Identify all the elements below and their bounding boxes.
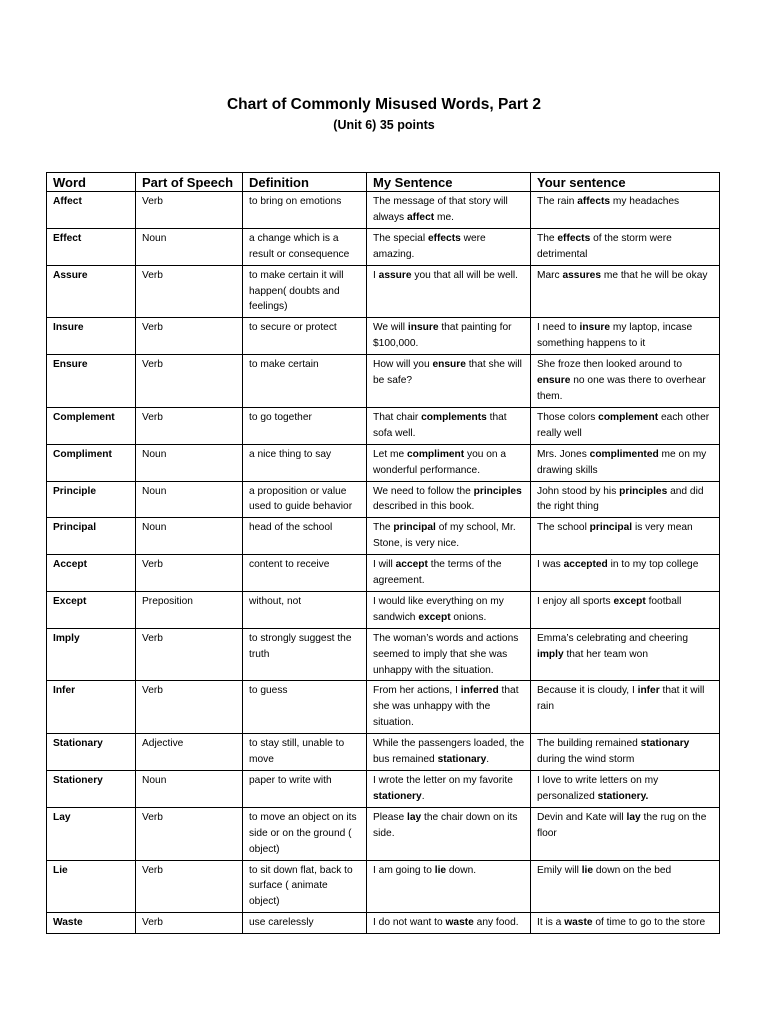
sentence-text: The special (373, 232, 428, 244)
my-sentence-cell (367, 913, 531, 934)
word-cell: Except (47, 591, 136, 628)
sentence-text: you on a wonderful performance. (373, 448, 507, 476)
highlighted-word: except (418, 611, 451, 623)
word-cell: Stationary (47, 734, 136, 771)
definition-cell: to move an object on its side or on the ground ( object) (243, 807, 367, 860)
sentence-text: We need to follow the (373, 485, 474, 497)
highlighted-word: waste (445, 917, 474, 929)
table-row (47, 681, 720, 734)
page-subtitle: (Unit 6) 35 points (333, 118, 435, 132)
part-of-speech-cell: Verb (136, 555, 243, 592)
sentence-text: were amazing. (373, 232, 486, 260)
word-cell: Infer (47, 681, 136, 734)
highlighted-word: complements (421, 411, 487, 423)
sentence-text: The (373, 522, 394, 534)
my-sentence-cell (367, 771, 531, 808)
word-cell: Principle (47, 481, 136, 518)
my-sentence-cell (367, 807, 531, 860)
my-sentence-cell (367, 555, 531, 592)
sentence-text: The woman’s words and actions seemed to imply that she was unhappy with the situation. (373, 632, 519, 676)
part-of-speech-cell: Verb (136, 265, 243, 318)
word-cell: Principal (47, 518, 136, 555)
highlighted-word: compliment (406, 448, 465, 460)
misused-words-table (46, 172, 720, 934)
table-body (47, 192, 720, 934)
word-cell: Accept (47, 555, 136, 592)
sentence-text: of the storm were detrimental (537, 232, 672, 260)
definition-cell: to secure or protect (243, 318, 367, 355)
sentence-text: me. (434, 211, 454, 223)
your-sentence-cell (531, 591, 720, 628)
part-of-speech-cell: Preposition (136, 591, 243, 628)
sentence-text: the rug on the floor (537, 811, 707, 839)
highlighted-word: complement (598, 411, 659, 423)
sentence-text: Marc (537, 269, 563, 281)
sentence-text: . (421, 790, 425, 802)
sentence-text: That chair (373, 411, 422, 423)
your-sentence-cell (531, 228, 720, 265)
part-of-speech-cell: Noun (136, 444, 243, 481)
highlighted-word: imply (537, 648, 564, 660)
sentence-text: The school (537, 522, 590, 534)
word-cell: Lie (47, 860, 136, 913)
definition-cell: paper to write with (243, 771, 367, 808)
highlighted-word: assures (562, 269, 601, 281)
table-row (47, 860, 720, 913)
sentence-text: that it will rain (537, 685, 705, 713)
your-sentence-cell (531, 734, 720, 771)
my-sentence-cell (367, 318, 531, 355)
my-sentence-cell (367, 518, 531, 555)
header-word: Word (47, 173, 136, 192)
your-sentence-cell (531, 518, 720, 555)
your-sentence-cell (531, 555, 720, 592)
your-sentence-cell (531, 681, 720, 734)
table-row (47, 444, 720, 481)
part-of-speech-cell: Noun (136, 518, 243, 555)
sentence-text: Because it is cloudy, I (537, 685, 638, 697)
definition-cell: head of the school (243, 518, 367, 555)
sentence-text: is very mean (632, 522, 693, 534)
highlighted-word: effects (557, 232, 591, 244)
highlighted-word: effects (427, 232, 461, 244)
highlighted-word: stationery. (597, 790, 649, 802)
my-sentence-cell (367, 407, 531, 444)
highlighted-word: insure (407, 322, 439, 334)
sentence-text: that painting for $100,000. (373, 322, 512, 350)
sentence-text: While the passengers loaded, the bus remained (373, 738, 525, 766)
sentence-text: Let me (373, 448, 407, 460)
word-cell: Affect (47, 192, 136, 229)
sentence-text: any food. (473, 917, 519, 929)
sentence-text: I love to write letters on my personalized (537, 775, 659, 802)
sentence-text: I need to (537, 322, 580, 334)
sentence-text: I (373, 269, 379, 281)
highlighted-word: infer (637, 685, 660, 697)
part-of-speech-cell: Verb (136, 355, 243, 408)
part-of-speech-cell: Noun (136, 228, 243, 265)
part-of-speech-cell: Verb (136, 628, 243, 681)
sentence-text: I wrote the letter on my favorite (373, 775, 513, 786)
table-row (47, 628, 720, 681)
sentence-text: John stood by his (537, 485, 620, 497)
sentence-text: From her actions, I (373, 685, 461, 697)
highlighted-word: affect (406, 211, 435, 223)
definition-cell: a nice thing to say (243, 444, 367, 481)
highlighted-word: except (613, 595, 646, 607)
highlighted-word: principal (393, 522, 436, 534)
sentence-text: The rain (537, 196, 578, 207)
sentence-text: during the wind storm (537, 754, 635, 766)
your-sentence-cell (531, 265, 720, 318)
highlighted-word: lay (406, 811, 422, 823)
sentence-text: me on my drawing skills (537, 448, 707, 476)
definition-cell: to make certain it will happen( doubts and feelings) (243, 265, 367, 318)
part-of-speech-cell: Noun (136, 481, 243, 518)
my-sentence-cell (367, 734, 531, 771)
highlighted-word: accept (395, 559, 428, 571)
highlighted-word: ensure (432, 359, 466, 371)
table-row (47, 407, 720, 444)
sentence-text: The message of that story will always (373, 196, 508, 223)
sentence-text: It is a (537, 917, 565, 929)
definition-cell: to strongly suggest the truth (243, 628, 367, 681)
header-my-sentence: My Sentence (367, 173, 531, 192)
definition-cell: to make certain (243, 355, 367, 408)
table-row (47, 228, 720, 265)
my-sentence-cell (367, 265, 531, 318)
sentence-text: The (537, 232, 558, 244)
definition-cell: to sit down flat, back to surface ( animate object) (243, 860, 367, 913)
word-cell: Lay (47, 807, 136, 860)
definition-cell: content to receive (243, 555, 367, 592)
your-sentence-cell (531, 771, 720, 808)
sentence-text: my headaches (610, 196, 680, 207)
table-row (47, 771, 720, 808)
word-cell: Insure (47, 318, 136, 355)
sentence-text: I was (537, 559, 564, 571)
highlighted-word: ensure (537, 375, 571, 387)
sentence-text: Mrs. Jones (537, 448, 590, 460)
header-your-sentence: Your sentence (531, 173, 720, 192)
sentence-text: that sofa well. (373, 411, 507, 439)
highlighted-word: lie (581, 864, 594, 876)
word-cell: Complement (47, 407, 136, 444)
word-cell: Compliment (47, 444, 136, 481)
part-of-speech-cell: Adjective (136, 734, 243, 771)
highlighted-word: assure (378, 269, 412, 281)
my-sentence-cell (367, 481, 531, 518)
highlighted-word: accepted (563, 559, 608, 571)
sentence-text: that she was unhappy with the situation. (373, 685, 519, 729)
table-header-row (47, 173, 720, 192)
my-sentence-cell (367, 192, 531, 229)
part-of-speech-cell: Verb (136, 318, 243, 355)
sentence-text: in to my top college (607, 559, 699, 571)
sentence-text: How will you (373, 359, 433, 371)
word-cell: Waste (47, 913, 136, 934)
highlighted-word: principles (619, 485, 668, 497)
sentence-text: down. (446, 864, 477, 876)
word-cell: Ensure (47, 355, 136, 408)
sentence-text: Emily will (537, 864, 582, 876)
part-of-speech-cell: Noun (136, 771, 243, 808)
definition-cell: to bring on emotions (243, 192, 367, 229)
sentence-text: and did the right thing (537, 485, 704, 513)
your-sentence-cell (531, 444, 720, 481)
sentence-text: I am going to (373, 864, 435, 876)
definition-cell: to guess (243, 681, 367, 734)
my-sentence-cell (367, 591, 531, 628)
page-title: Chart of Commonly Misused Words, Part 2 (226, 96, 542, 113)
your-sentence-cell (531, 481, 720, 518)
part-of-speech-cell: Verb (136, 860, 243, 913)
table-row (47, 318, 720, 355)
definition-cell: to stay still, unable to move (243, 734, 367, 771)
your-sentence-cell (531, 860, 720, 913)
part-of-speech-cell: Verb (136, 807, 243, 860)
sentence-text: I do not want to (373, 917, 446, 929)
highlighted-word: lay (626, 811, 641, 823)
highlighted-word: stationary (437, 754, 487, 766)
highlighted-word: stationary (640, 738, 690, 750)
sentence-text: of time to go to the store (592, 917, 706, 929)
highlighted-word: principles (473, 485, 522, 497)
sentence-text: I would like everything on my sandwich (373, 595, 504, 623)
sentence-text: I enjoy all sports (537, 595, 614, 607)
definition-cell: a proposition or value used to guide behavior (243, 481, 367, 518)
my-sentence-cell (367, 228, 531, 265)
definition-cell: use carelessly (243, 913, 367, 934)
sentence-text: onions. (450, 611, 487, 623)
header-definition: Definition (243, 173, 367, 192)
your-sentence-cell (531, 807, 720, 860)
table-row (47, 481, 720, 518)
sentence-text: I will (373, 559, 396, 571)
highlighted-word: affects (577, 196, 611, 207)
table-row (47, 355, 720, 408)
sentence-text: each other really well (537, 411, 710, 439)
part-of-speech-cell: Verb (136, 913, 243, 934)
highlighted-word: inferred (460, 685, 499, 697)
word-cell: Imply (47, 628, 136, 681)
sentence-text: Those colors (537, 411, 599, 423)
sentence-text: Emma’s celebrating and cheering (537, 632, 689, 644)
table-row (47, 518, 720, 555)
my-sentence-cell (367, 681, 531, 734)
part-of-speech-cell: Verb (136, 681, 243, 734)
your-sentence-cell (531, 318, 720, 355)
highlighted-word: stationery (373, 790, 422, 802)
sentence-text: She froze then looked around to (537, 359, 682, 371)
my-sentence-cell (367, 355, 531, 408)
sentence-text: . (486, 754, 490, 766)
sentence-text: that her team won (563, 648, 648, 660)
highlighted-word: waste (564, 917, 593, 929)
your-sentence-cell (531, 628, 720, 681)
your-sentence-cell (531, 355, 720, 408)
sentence-text: Please (373, 811, 407, 823)
sentence-text: me that he will be okay (601, 269, 708, 281)
table-row (47, 913, 720, 934)
header-part-of-speech: Part of Speech (136, 173, 243, 192)
my-sentence-cell (367, 444, 531, 481)
your-sentence-cell (531, 192, 720, 229)
table-row (47, 807, 720, 860)
sentence-text: football (645, 595, 682, 607)
sentence-text: the chair down on its side. (373, 811, 518, 839)
part-of-speech-cell: Verb (136, 192, 243, 229)
word-cell: Effect (47, 228, 136, 265)
word-cell: Stationery (47, 771, 136, 808)
table-row (47, 555, 720, 592)
table-row (47, 591, 720, 628)
sentence-text: that she will be safe? (373, 359, 522, 387)
table-row (47, 192, 720, 229)
definition-cell: a change which is a result or consequence (243, 228, 367, 265)
highlighted-word: insure (579, 322, 611, 334)
highlighted-word: lie (434, 864, 447, 876)
part-of-speech-cell: Verb (136, 407, 243, 444)
sentence-text: no one was there to overhear them. (537, 375, 706, 402)
table-row (47, 734, 720, 771)
your-sentence-cell (531, 407, 720, 444)
word-cell: Assure (47, 265, 136, 318)
your-sentence-cell (531, 913, 720, 934)
definition-cell: to go together (243, 407, 367, 444)
sentence-text: the terms of the agreement. (373, 559, 502, 587)
my-sentence-cell (367, 628, 531, 681)
my-sentence-cell (367, 860, 531, 913)
definition-cell: without, not (243, 591, 367, 628)
highlighted-word: complimented (589, 448, 659, 460)
sentence-text: Devin and Kate will (537, 811, 627, 823)
highlighted-word: principal (589, 522, 633, 534)
sentence-text: of my school, Mr. Stone, is very nice. (373, 522, 516, 550)
sentence-text: We will (373, 322, 408, 334)
sentence-text: described in this book. (373, 501, 475, 513)
sentence-text: The building remained (537, 738, 641, 750)
sentence-text: down on the bed (593, 864, 672, 876)
table-row (47, 265, 720, 318)
sentence-text: you that all will be well. (411, 269, 518, 281)
sentence-text: my laptop, incase something happens to it (537, 322, 693, 350)
